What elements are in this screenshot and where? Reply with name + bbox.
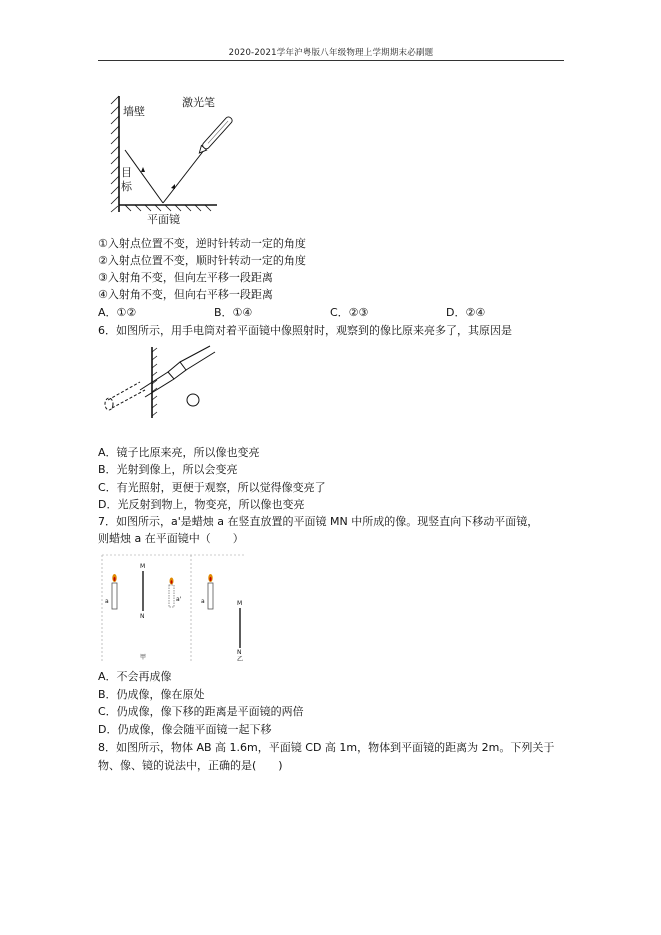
flashlight-image-dashed — [105, 382, 145, 410]
candle-a-yi — [208, 574, 213, 609]
label-yi: 乙 — [237, 656, 244, 663]
label-a-prime: a' — [176, 596, 182, 603]
q5-statement-2: ②入射点位置不变，顺时针转动一定的角度 — [98, 254, 306, 267]
q5-statement-3: ③入射角不变，但向左平移一段距离 — [98, 271, 273, 284]
q7-stem-line-2: 则蜡烛 a 在平面镜中（ ） — [98, 532, 244, 545]
q5-option-a: A．①② — [98, 306, 137, 319]
q5-statement-1: ①入射点位置不变，逆时针转动一定的角度 — [98, 237, 306, 250]
label-n2: N — [237, 649, 242, 656]
label-a2: a — [201, 598, 205, 605]
q6-option-b: B．光射到像上，所以会变亮 — [98, 463, 238, 476]
wall-hatching — [111, 96, 119, 212]
wall-label: 墙壁 — [123, 105, 145, 118]
q7-option-d: D．仍成像，像会随平面镜一起下移 — [98, 723, 272, 736]
q7-stem-line-1: 7．如图所示，a'是蜡烛 a 在竖直放置的平面镜 MN 中所成的像。现竖直向下移动平面镜， — [98, 515, 539, 528]
label-jia: 甲 — [140, 654, 147, 661]
arrow-incident — [171, 184, 175, 189]
incident-ray — [163, 145, 208, 203]
label-n1: N — [140, 613, 145, 620]
target-label-1: 目 — [121, 166, 132, 179]
q6-option-a: A．镜子比原来亮，所以像也变亮 — [98, 446, 260, 459]
q5-figure — [105, 90, 245, 225]
q5-option-d: D．②④ — [446, 306, 486, 319]
q5-option-c: C．②③ — [330, 306, 369, 319]
q8-stem-line-1: 8．如图所示，物体 AB 高 1.6m，平面镜 CD 高 1m，物体到平面镜的距离为 2m。下列关于 — [98, 741, 555, 754]
page-header: 2020-2021学年沪粤版八年级物理上学期期末必刷题 — [228, 48, 434, 58]
q6-figure — [100, 342, 220, 422]
ball-icon — [187, 394, 199, 406]
laser-label: 激光笔 — [182, 96, 215, 109]
q7-option-b: B．仍成像，像在原处 — [98, 688, 205, 701]
q6-stem: 6．如图所示，用手电筒对着平面镜中像照射时，观察到的像比原来亮多了，其原因是 — [98, 324, 512, 337]
q5-option-b: B．①④ — [214, 306, 253, 319]
header-rule — [98, 60, 564, 61]
q7-option-c: C．仍成像，像下移的距离是平面镜的两倍 — [98, 705, 304, 718]
candle-a-jia — [112, 574, 117, 609]
q6-option-c: C．有光照射，更便于观察，所以觉得像变亮了 — [98, 481, 326, 494]
arrow-reflected — [141, 167, 145, 172]
mirror-hatching — [125, 205, 211, 211]
label-a1: a — [105, 598, 109, 605]
label-m1: M — [140, 563, 146, 570]
label-m2: M — [237, 600, 243, 607]
target-label-2: 标 — [121, 180, 132, 193]
laser-pen-icon — [197, 116, 234, 156]
q7-option-a: A．不会再成像 — [98, 670, 172, 683]
mirror-label: 平面镜 — [147, 213, 180, 225]
q7-figure — [100, 553, 250, 663]
q6-option-d: D．光反射到物上，物变亮，所以像也变亮 — [98, 498, 305, 511]
q8-stem-line-2: 物、像、镜的说法中，正确的是( ) — [98, 759, 283, 772]
candle-image-jia — [169, 578, 174, 608]
q5-statement-4: ④入射角不变，但向右平移一段距离 — [98, 288, 273, 301]
